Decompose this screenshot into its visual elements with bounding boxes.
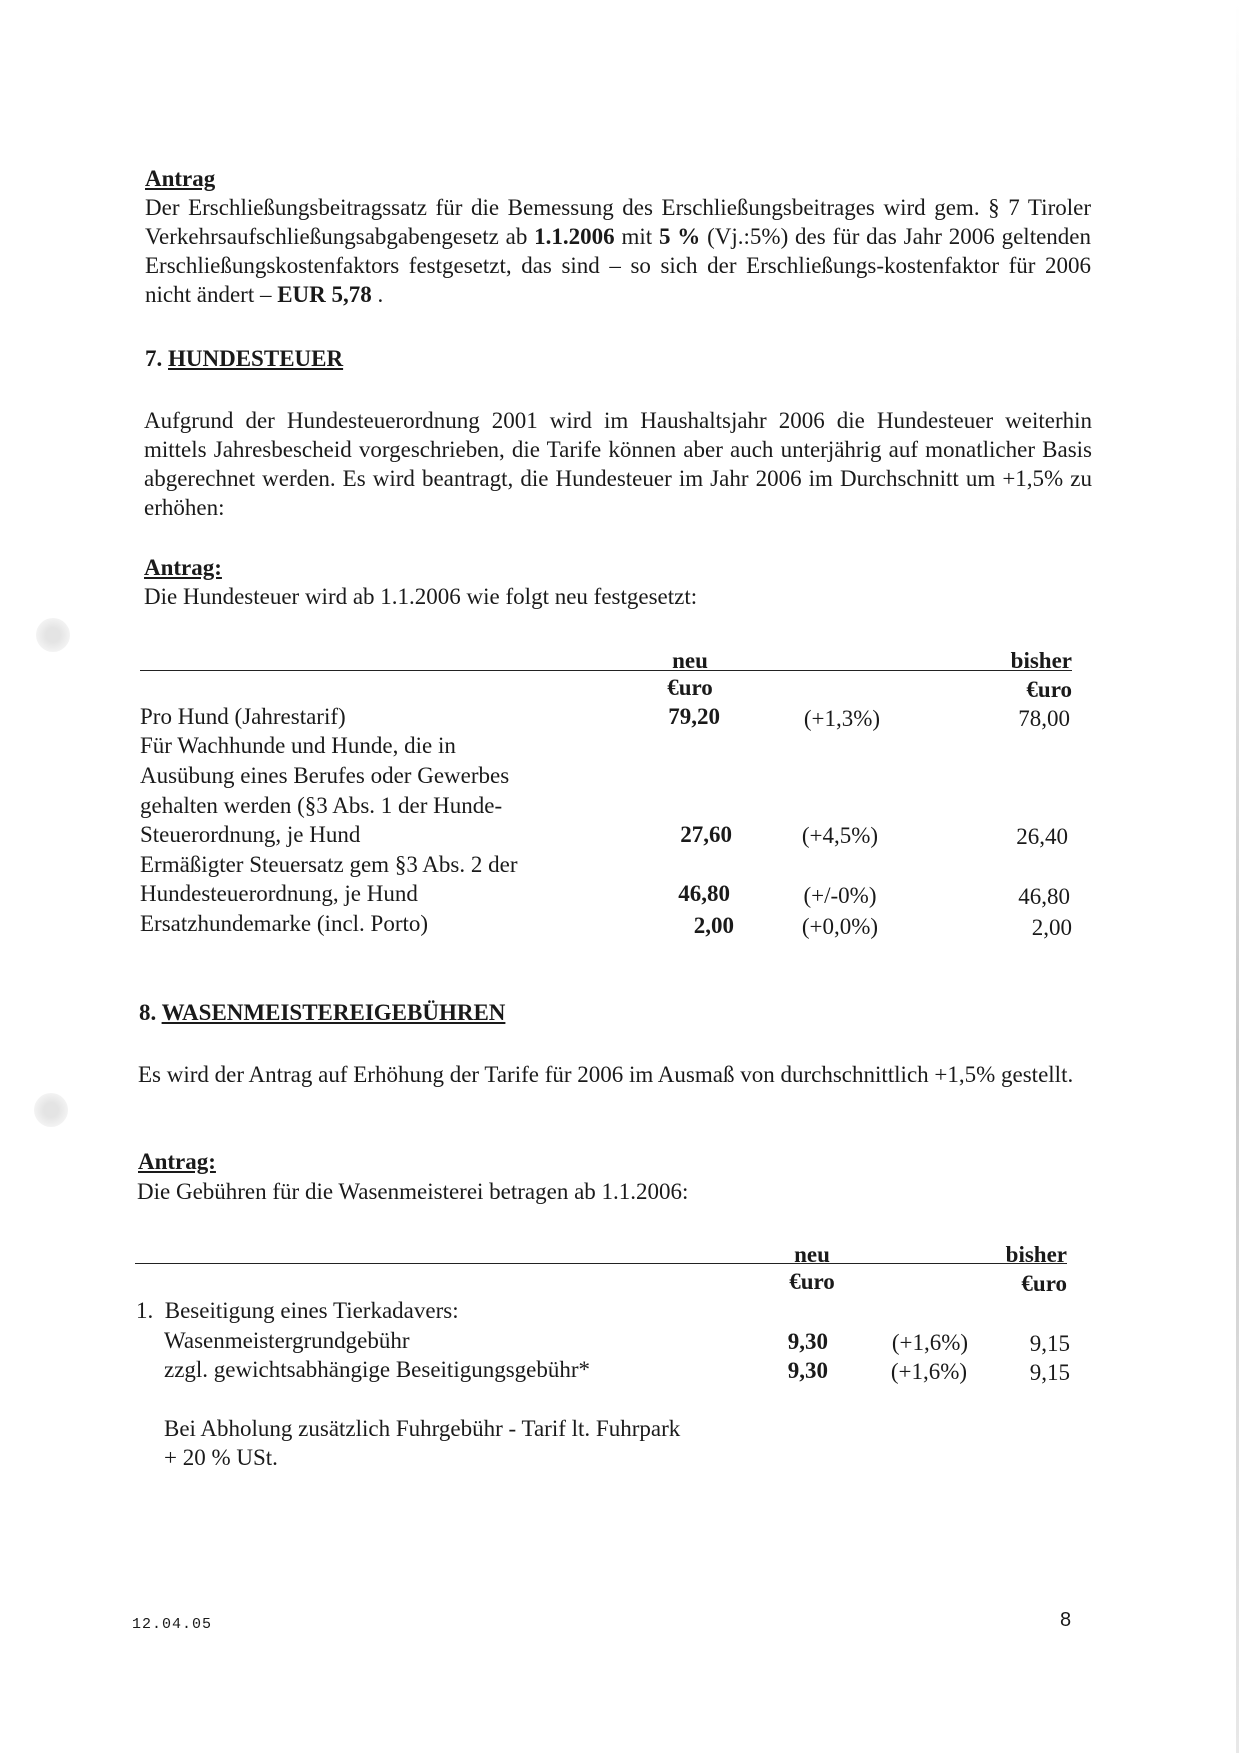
- date-bold: 1.1.2006: [534, 224, 615, 249]
- scan-edge-right: [1236, 0, 1239, 1753]
- unit-bisher: €uro: [1026, 677, 1072, 702]
- table-cell-change: (+0,0%): [801, 914, 879, 939]
- table-row-label: gehalten werden (§3 Abs. 1 der Hunde-: [140, 793, 503, 818]
- table-cell-bisher: 9,15: [1029, 1331, 1070, 1356]
- table-cell-bisher: 78,00: [1018, 706, 1070, 731]
- table-cell-neu: 46,80: [678, 881, 730, 906]
- table-row-label: Ausübung eines Berufes oder Gewerbes: [140, 763, 510, 788]
- table-cell-bisher: 2,00: [1031, 915, 1072, 940]
- text: mit: [614, 224, 659, 249]
- col-header-bisher: bisher: [1005, 1242, 1067, 1267]
- table-cell-neu: 9,30: [787, 1329, 828, 1354]
- table-row-label: Steuerordnung, je Hund: [140, 822, 361, 847]
- table-row-label: Hundesteuerordnung, je Hund: [140, 881, 418, 906]
- section-title: HUNDESTEUER: [168, 346, 344, 371]
- section-8-antrag-text: Die Gebühren für die Wasenmeisterei betragen ab 1.1.2006:: [137, 1179, 689, 1204]
- table-row-label: Pro Hund (Jahrestarif): [140, 704, 346, 729]
- punch-hole-bottom: [34, 1093, 68, 1127]
- text: Der Erschließungsbeitragssatz für die Bemessung des Erschließungsbeitrages wird gem. § 7 Tiroler Verkehrsaufschließungsabgabengesetz ab: [145, 195, 1091, 249]
- table-cell-bisher: 9,15: [1029, 1360, 1070, 1385]
- table-row-label: Für Wachhunde und Hunde, die in: [140, 733, 456, 758]
- table-cell-change: (+/-0%): [803, 883, 877, 908]
- table-rule: [140, 670, 1072, 671]
- col-header-bisher: bisher: [1010, 648, 1072, 673]
- unit-neu: €uro: [789, 1269, 835, 1294]
- table-rule: [135, 1263, 1067, 1264]
- section-number: 8.: [139, 1000, 157, 1025]
- table-row-label: zzgl. gewichtsabhängige Beseitigungsgebühr*: [164, 1357, 591, 1382]
- table-cell-neu: 9,30: [787, 1358, 828, 1383]
- table-cell-change: (+4,5%): [801, 823, 879, 848]
- unit-neu: €uro: [667, 675, 713, 700]
- text: (Vj.:5%) des für das Jahr 2006 geltenden Erschließungskostenfaktors festgesetzt, das sind – so sich der Erschließungs-kostenfaktor für 2006 nicht ändert –: [145, 224, 1092, 307]
- table-cell-change: (+1,3%): [803, 706, 881, 731]
- page-number: 8: [1060, 1609, 1072, 1631]
- antrag-paragraph-top: [145, 193, 1091, 309]
- unit-bisher: €uro: [1021, 1271, 1067, 1296]
- table-cell-bisher: 26,40: [1016, 824, 1068, 849]
- table-cell-change: (+1,6%): [891, 1330, 969, 1355]
- section-7-heading: [145, 344, 343, 373]
- table-cell-neu: 79,20: [668, 704, 720, 729]
- section-title: WASENMEISTEREIGEBÜHREN: [161, 1000, 506, 1025]
- section-7-antrag-heading: Antrag:: [144, 555, 222, 580]
- table-cell-change: (+1,6%): [890, 1359, 968, 1384]
- section-8-intro: Es wird der Antrag auf Erhöhung der Tarife für 2006 im Ausmaß von durchschnittlich +1,5% gestellt.: [138, 1062, 1074, 1087]
- text: .: [371, 282, 384, 307]
- table-cell-neu: 2,00: [693, 913, 734, 938]
- table-row-label: Wasenmeistergrundgebühr: [164, 1328, 410, 1353]
- section-7-antrag-text: Die Hundesteuer wird ab 1.1.2006 wie folgt neu festgesetzt:: [144, 584, 698, 609]
- table-group-label: 1. Beseitigung eines Tierkadavers:: [136, 1298, 459, 1323]
- table-cell-neu: 27,60: [680, 822, 732, 847]
- table-row-label: Ermäßigter Steuersatz gem §3 Abs. 2 der: [140, 852, 518, 877]
- amount-bold: EUR 5,78: [277, 282, 372, 307]
- antrag-heading-top: Antrag: [145, 166, 216, 191]
- table-note: Bei Abholung zusätzlich Fuhrgebühr - Tarif lt. Fuhrpark: [164, 1416, 681, 1441]
- percent-bold: 5 %: [658, 224, 701, 249]
- table-row-label: Ersatzhundemarke (incl. Porto): [140, 911, 429, 936]
- col-header-neu: neu: [672, 648, 708, 673]
- table-cell-bisher: 46,80: [1018, 884, 1070, 909]
- table-note: + 20 % USt.: [164, 1445, 278, 1470]
- footer-date: 12.04.05: [132, 1616, 213, 1633]
- section-7-intro: Aufgrund der Hundesteuerordnung 2001 wird im Haushaltsjahr 2006 die Hundesteuer weiterhin mittels Jahresbescheid vorgeschrieben, die Tarife können aber auch unterjährig auf monatlicher Basis abgerechnet werden. Es wird beantragt, die Hundesteuer im Jahr 2006 im Durchschnitt um +1,5% zu erhöhen:: [144, 408, 1092, 520]
- punch-hole-top: [36, 618, 70, 652]
- col-header-neu: neu: [794, 1242, 830, 1267]
- section-8-heading: [139, 998, 505, 1027]
- section-number: 7.: [145, 346, 163, 371]
- section-8-antrag-heading: Antrag:: [138, 1149, 216, 1174]
